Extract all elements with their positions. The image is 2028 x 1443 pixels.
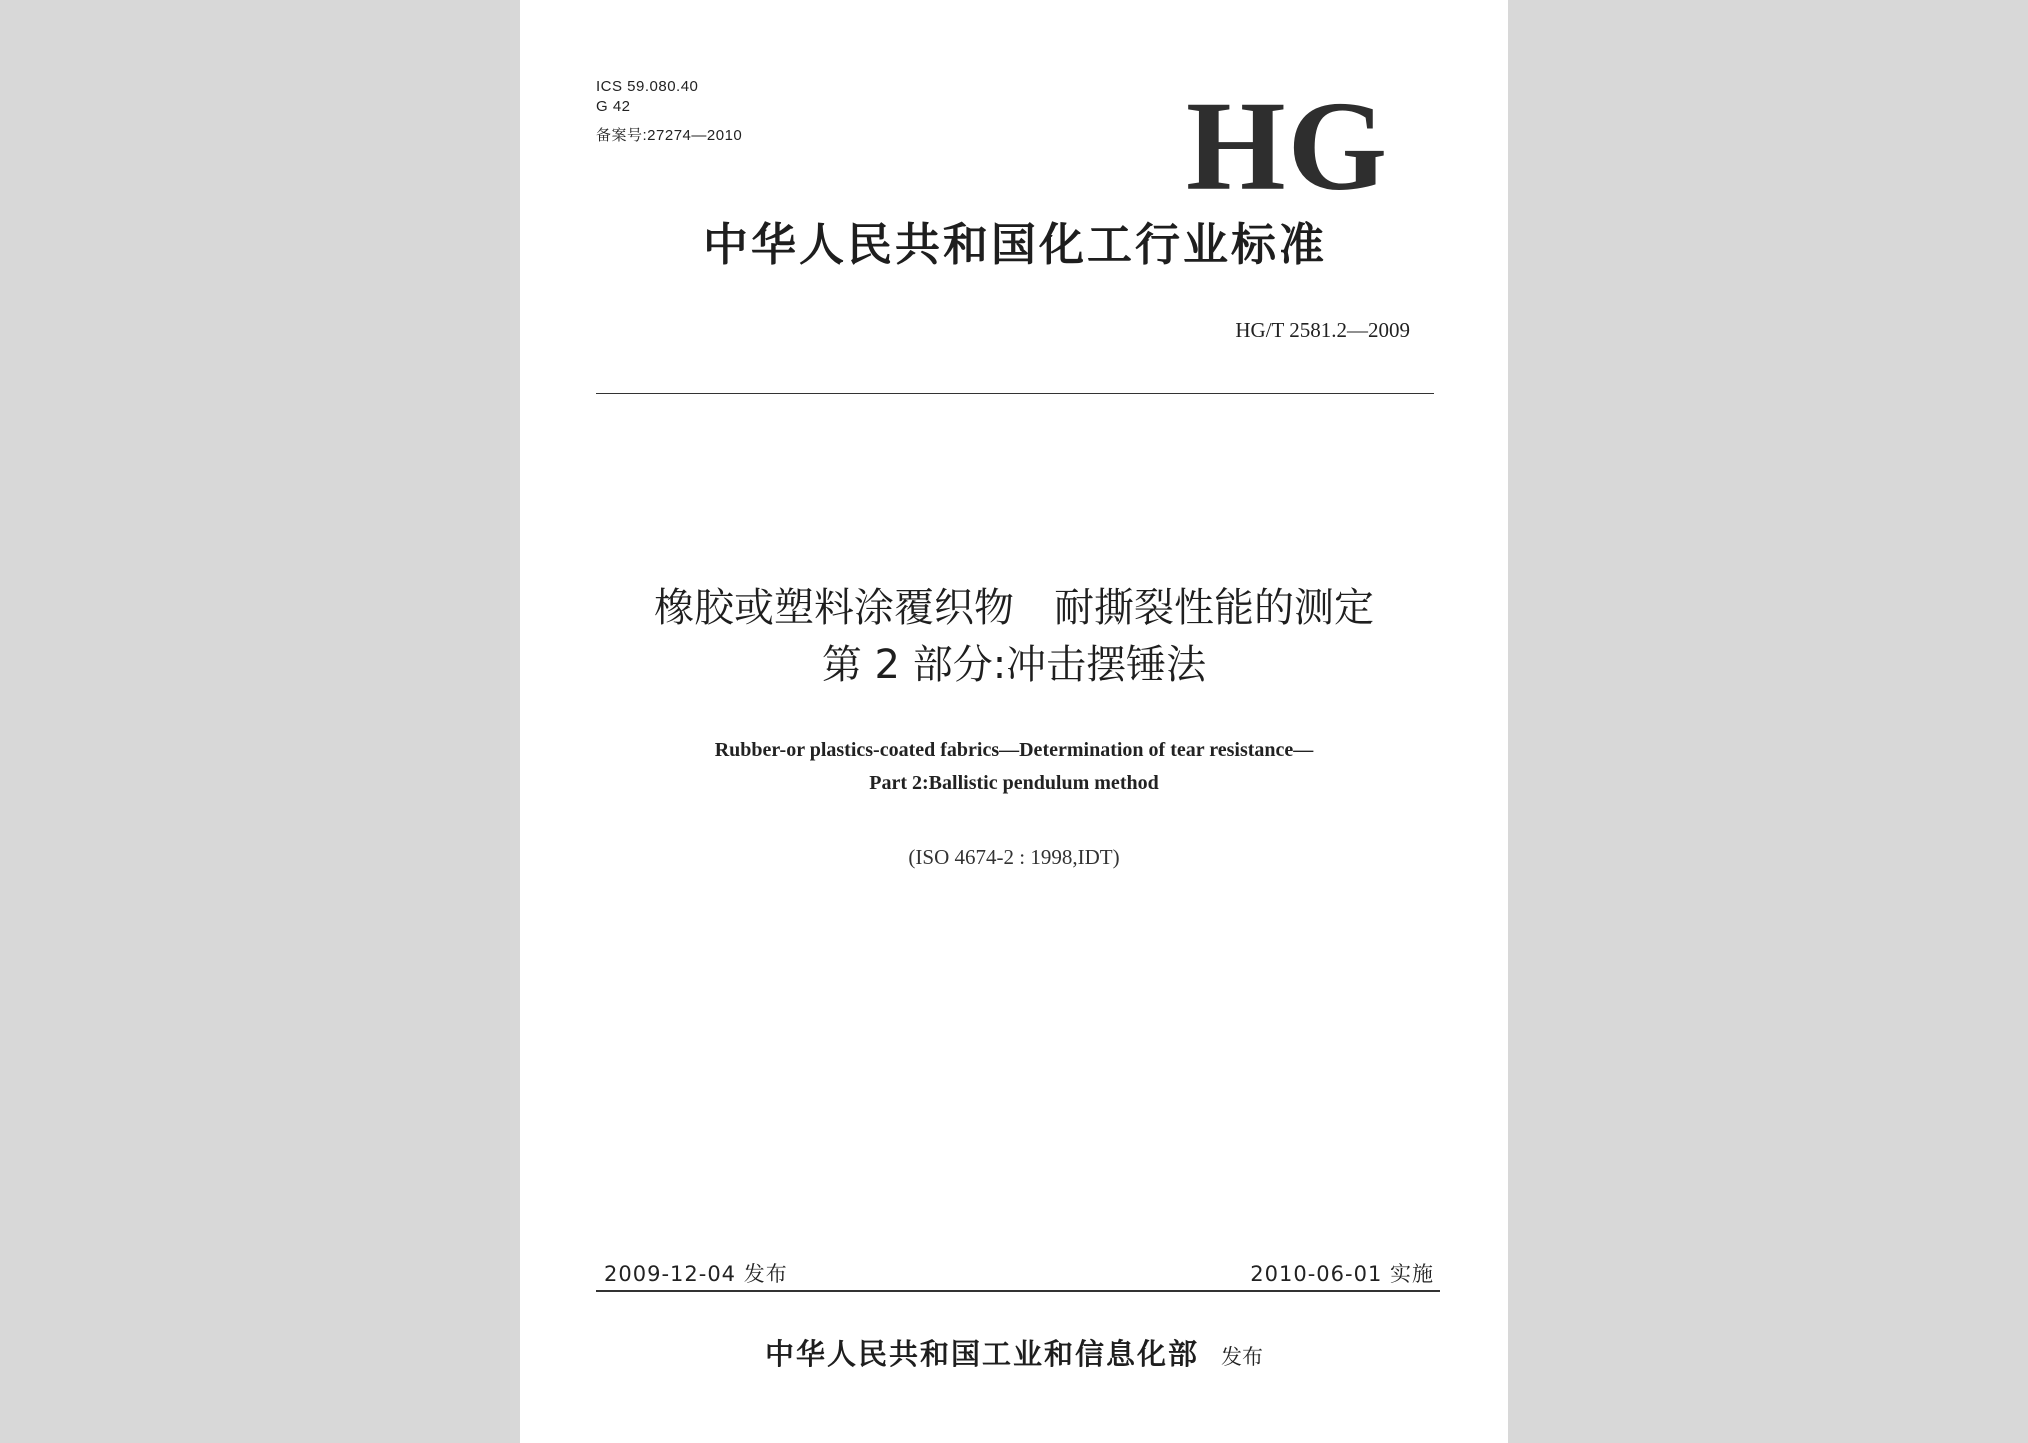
hg-logo-mark: HG bbox=[1186, 75, 1390, 217]
implementation-date: 2010-06-01 实施 bbox=[1250, 1262, 1434, 1286]
iso-reference: (ISO 4674-2 : 1998,IDT) bbox=[908, 845, 1120, 869]
document-cover-page bbox=[520, 0, 1508, 1443]
record-number: 备案号:27274—2010 bbox=[596, 127, 743, 144]
standard-number: HG/T 2581.2—2009 bbox=[1235, 318, 1410, 342]
title-chinese-line-2: 第 2 部分:冲击摆锤法 bbox=[821, 642, 1207, 688]
issue-date: 2009-12-04 发布 bbox=[604, 1262, 788, 1286]
ccs-code: G 42 bbox=[596, 98, 631, 115]
publisher-name: 中华人民共和国工业和信息化部 bbox=[764, 1337, 1199, 1371]
ics-code: ICS 59.080.40 bbox=[596, 78, 699, 95]
title-english-line-2: Part 2:Ballistic pendulum method bbox=[869, 772, 1159, 794]
title-english-line-1: Rubber-or plastics-coated fabrics—Determination of tear resistance— bbox=[714, 739, 1314, 761]
title-chinese-line-1: 橡胶或塑料涂覆织物 耐撕裂性能的测定 bbox=[654, 585, 1374, 631]
standard-organization-title: 中华人民共和国化工行业标准 bbox=[702, 218, 1327, 271]
header-divider bbox=[596, 393, 1434, 394]
publisher-action: 发布 bbox=[1221, 1345, 1263, 1369]
footer-divider bbox=[596, 1290, 1440, 1292]
publisher-line bbox=[520, 1337, 1508, 1371]
